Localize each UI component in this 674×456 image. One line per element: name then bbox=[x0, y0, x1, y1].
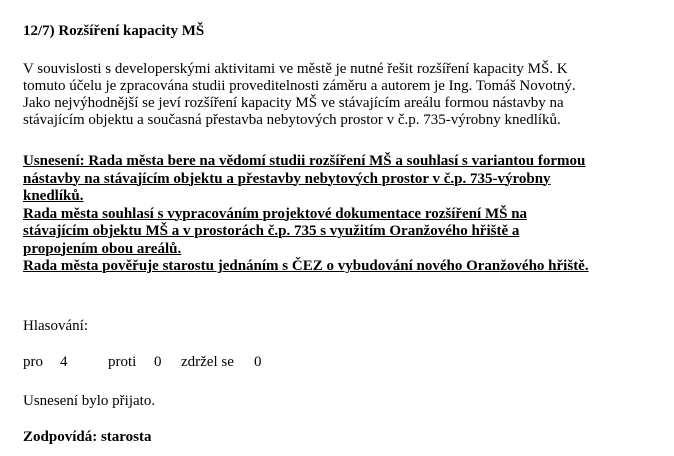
resolution-result: Usnesení bylo přijato. bbox=[23, 393, 156, 409]
paragraph-line: Jako nejvýhodnější se jeví rozšíření kapacity MŠ ve stávajícím areálu formou nástavby na bbox=[23, 95, 564, 111]
description-paragraph bbox=[23, 61, 663, 129]
agenda-item-heading: 12/7) Rozšíření kapacity MŠ bbox=[23, 23, 205, 39]
voting-label: Hlasování: bbox=[23, 318, 88, 334]
paragraph-line: V souvislosti s developerskými aktivitami ve městě je nutné řešit rozšíření kapacity MŠ. K bbox=[23, 61, 568, 77]
paragraph-line: tomuto účelu je zpracována studii proveditelnosti záměru a autorem je Ing. Tomáš Novotný. bbox=[23, 78, 576, 94]
vote-proti-label: proti bbox=[108, 354, 137, 370]
resolution-block bbox=[23, 153, 663, 276]
paragraph-line: stávajícím objektu a současná přestavba nebytových prostor v č.p. 735-výrobny knedlíků. bbox=[23, 112, 561, 128]
vote-abstain-label: zdržel se bbox=[181, 354, 234, 370]
vote-proti-value: 0 bbox=[154, 354, 162, 370]
responsible-person: Zodpovídá: starosta bbox=[23, 429, 152, 445]
resolution-line: stávajícím objektu MŠ a v prostorách č.p. 735 s využitím Oranžového hřiště a bbox=[23, 223, 520, 239]
resolution-line: propojením obou areálů. bbox=[23, 240, 182, 257]
vote-pro-value: 4 bbox=[60, 354, 68, 370]
resolution-line: Usnesení: Rada města bere na vědomí studii rozšíření MŠ a souhlasí s variantou formou bbox=[23, 153, 586, 169]
resolution-line: Rada města pověřuje starostu jednáním s ČEZ o vybudování nového Oranžového hřiště. bbox=[23, 258, 589, 274]
vote-abstain-value: 0 bbox=[254, 354, 262, 370]
vote-pro-label: pro bbox=[23, 354, 43, 370]
resolution-line: Rada města souhlasí s vypracováním projektové dokumentace rozšíření MŠ na bbox=[23, 205, 528, 222]
resolution-line: knedlíků. bbox=[23, 188, 84, 204]
resolution-line: nástavby na stávajícím objektu a přestavby nebytových prostor v č.p. 735-výrobny bbox=[23, 170, 551, 187]
